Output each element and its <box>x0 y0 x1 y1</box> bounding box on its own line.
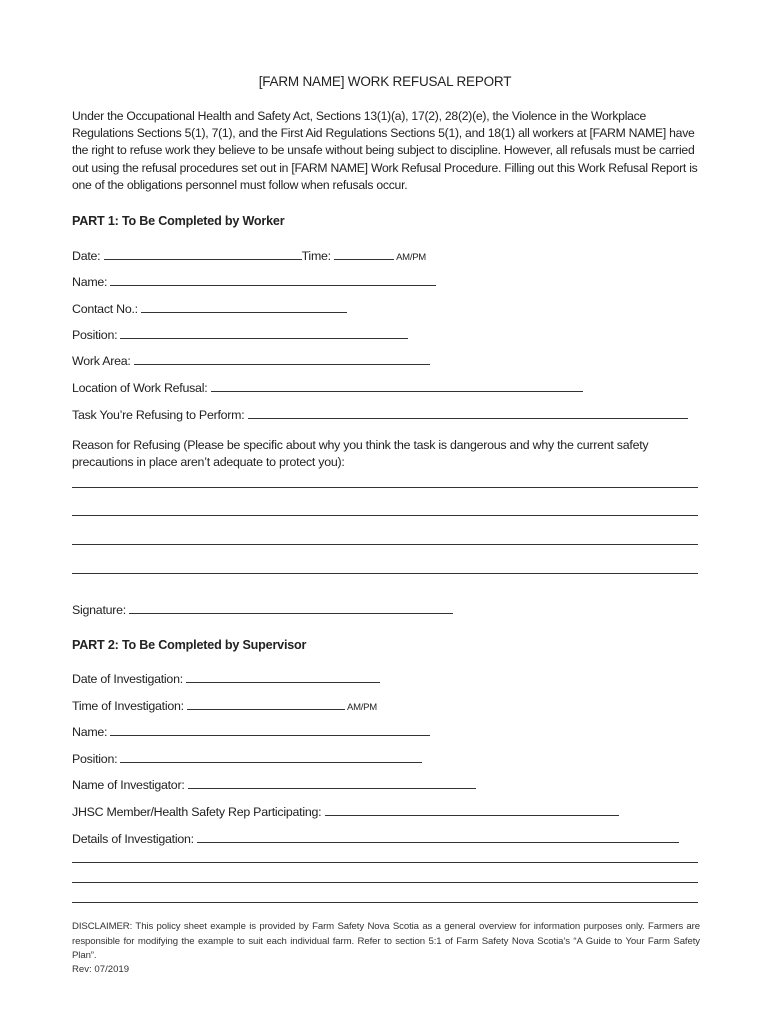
location-field[interactable] <box>211 380 583 392</box>
reason-line[interactable] <box>72 515 698 516</box>
investigator-row <box>72 777 476 792</box>
disclaimer-text: DISCLAIMER: This policy sheet example is provided by Farm Safety Nova Scotia as a general overview for information purposes only. Farmers are responsible for modifying the example to suit each individual farm. Refer to section 5:1 of Farm Safety Nova Scotia’s “A Guide to Your Farm Safety Plan”. <box>72 921 700 962</box>
jhsc-row <box>72 804 619 819</box>
details-label: Details of Investigation: <box>72 832 194 846</box>
time-ampm-label: AM/PM <box>396 252 426 263</box>
reason-line[interactable] <box>72 544 698 545</box>
time-label: Time: <box>301 249 331 263</box>
signature-row <box>72 602 453 617</box>
time-investigation-label: Time of Investigation: <box>72 699 184 713</box>
work-area-label: Work Area: <box>72 354 131 368</box>
time-investigation-field[interactable] <box>187 698 345 710</box>
name-row <box>72 274 436 289</box>
signature-label: Signature: <box>72 603 126 617</box>
time-investigation-row <box>72 698 377 713</box>
supervisor-name-row <box>72 724 430 739</box>
supervisor-position-label: Position: <box>72 752 118 766</box>
contact-field[interactable] <box>141 301 347 313</box>
supervisor-name-field[interactable] <box>110 724 430 736</box>
date-investigation-field[interactable] <box>186 671 380 683</box>
task-label: Task You’re Refusing to Perform: <box>72 408 245 422</box>
part1-heading: PART 1: To Be Completed by Worker <box>72 214 285 228</box>
position-label: Position: <box>72 328 118 342</box>
time-investigation-ampm-label: AM/PM <box>347 702 377 713</box>
intro-paragraph: Under the Occupational Health and Safety Act, Sections 13(1)(a), 17(2), 28(2)(e), the Violence in the Workplace Regulations Sections 5(1), 7(1), and the First Aid Regulations Sections 5(1), and 18(1) all workers at [FARM NAME] have the right to refuse work they believe to be unsafe without being subject to discipline. However, all refusals must be carried out using the refusal procedures set out in [FARM NAME] Work Refusal Procedure. Filling out this Work Refusal Report is one of the obligations personnel must follow when refusals occur. <box>72 109 698 192</box>
position-row <box>72 327 408 342</box>
task-row <box>72 407 688 422</box>
investigator-field[interactable] <box>188 777 476 789</box>
work-area-row <box>72 353 430 368</box>
task-field[interactable] <box>248 407 688 419</box>
details-field[interactable] <box>197 831 679 843</box>
date-label: Date: <box>72 249 101 263</box>
date-time-row <box>72 248 426 263</box>
reason-line[interactable] <box>72 487 698 488</box>
location-row <box>72 380 583 395</box>
position-field[interactable] <box>120 327 408 339</box>
name-label: Name: <box>72 275 108 289</box>
supervisor-position-row <box>72 751 422 766</box>
name-field[interactable] <box>110 274 436 286</box>
time-field[interactable] <box>334 248 394 260</box>
work-area-field[interactable] <box>134 353 430 365</box>
details-row <box>72 831 679 846</box>
reason-label: Reason for Refusing (Please be specific about why you think the task is dangerous and why the current safety precautions in place aren’t adequate to protect you): <box>72 438 649 470</box>
reason-line[interactable] <box>72 573 698 574</box>
contact-row <box>72 301 347 316</box>
document-title: [FARM NAME] WORK REFUSAL REPORT <box>258 74 512 89</box>
date-investigation-row <box>72 671 380 686</box>
date-field[interactable] <box>104 248 302 260</box>
contact-label: Contact No.: <box>72 302 138 316</box>
signature-field[interactable] <box>129 602 453 614</box>
revision-text: Rev: 07/2019 <box>72 964 130 975</box>
details-line[interactable] <box>72 902 698 903</box>
supervisor-name-label: Name: <box>72 725 108 739</box>
location-label: Location of Work Refusal: <box>72 381 208 395</box>
part2-heading: PART 2: To Be Completed by Supervisor <box>72 638 307 652</box>
jhsc-label: JHSC Member/Health Safety Rep Participating: <box>72 805 322 819</box>
date-investigation-label: Date of Investigation: <box>72 672 183 686</box>
details-line[interactable] <box>72 882 698 883</box>
jhsc-field[interactable] <box>325 804 619 816</box>
supervisor-position-field[interactable] <box>120 751 422 763</box>
investigator-label: Name of Investigator: <box>72 778 185 792</box>
details-line[interactable] <box>72 862 698 863</box>
